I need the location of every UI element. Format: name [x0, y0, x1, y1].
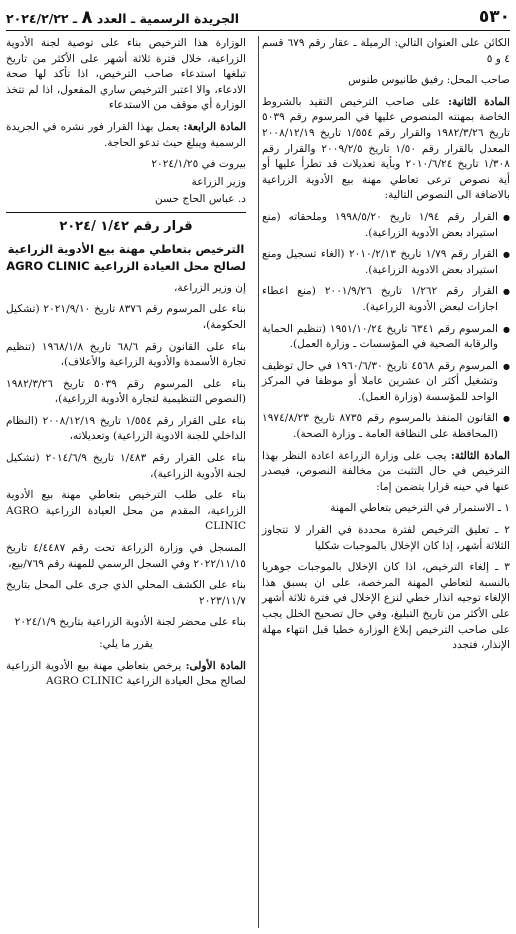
article-4-label: المادة الرابعة:	[183, 120, 247, 133]
decision-title-line-1: الترخيص بتعاطي مهنة بيع الأدوية الزراعية	[7, 241, 245, 256]
right-column	[262, 36, 510, 930]
signature-name: د. عباس الحاج حسن	[154, 193, 246, 206]
article-3-text: يجب على وزارة الزراعة اعادة النظر بهذا الترخيص في حال التثبت من مخالفة النصوص، فيصدر عنها في حينه قرارا يتضمن إما:	[262, 449, 510, 493]
article-4	[6, 120, 246, 151]
section-rule	[6, 212, 246, 213]
signature-place-date: بيروت في ٢٠٢٤/١/٢٥	[151, 158, 246, 171]
article-2-text: على صاحب الترخيص التقيد بالشروط الخاصة بمهنته المنصوص عليها في المرسوم رقم ٥٠٣٩ تاريخ ١٩٨٢/٣/٢٦ والقرار رقم ١/٥٥٤ تاريخ ٢٠٠٨/١٢/١٩ المعدل بالقرار رقم ١/٥٠ تاريخ ٢٠٠٩/٢/٥ والقرار رقم ١/٣٠٨ تاريخ ٢٠١٠/٦/٢٤ وبأية تعديلات قد تطرأ عليها أو أية نصوص ترعى تعاطي مهنة بيع الأدوية الزراعية بالاضافة الى النصوص التالية:	[262, 95, 510, 202]
journal-title	[6, 7, 239, 28]
column-divider	[258, 36, 259, 928]
article-1-text: يرخص بتعاطي مهنة بيع الأدوية الزراعية لصالح محل العيادة الزراعية AGRO CLINIC	[6, 659, 246, 688]
option-3: ٣ ـ إلغاء الترخيص، اذا كان الإخلال بالموجبات جوهريا بالنسبة لتعاطي المهنة المرخصة، على ان يسبق هذا الإلغاء توجيه انذار خطي لنزع الإخلال في فترة ثلاثة أشهر على الأكثر من تاريخ التبليغ، وفي حال تصحيح الخلل يجب على صاحب الترخيص إبلاغ الوزارة خطيا قبل انتهاء مهلة الإنذار، فتجدد	[262, 561, 510, 652]
recital: بناء على المرسوم رقم ٨٣٧٦ تاريخ ٢٠٢١/٩/١٠ (تشكيل الحكومة)،	[6, 303, 246, 331]
page-header	[6, 4, 510, 31]
journal-name: الجريدة الرسمية ـ العدد	[96, 10, 240, 26]
article-3	[262, 449, 510, 496]
bullet-item: ● المرسوم رقم ٦٣٤١ تاريخ ١٩٥١/١٠/٢٤ (تنظيم الحماية والرقابة الصحية في المؤسسات ـ وزارة العمل).	[262, 322, 510, 353]
article-2	[262, 95, 510, 204]
address-paragraph: الكائن على العنوان التالي: الرميلة ـ عقار رقم ٦٧٩ قسم ٤ و ٥	[262, 37, 510, 65]
decides-line: يقرر ما يلي:	[99, 638, 153, 650]
decision-title	[6, 241, 246, 275]
article-1-label: المادة الأولى:	[185, 659, 246, 672]
bullet-item: ● القرار رقم ١/٢٦٢ تاريخ ٢٠٠١/٩/٢٦ (منع اعطاء اجازات لبعض الأدوية الزراعية).	[262, 284, 510, 315]
recital: بناء على المرسوم رقم ٥٠٣٩ تاريخ ١٩٨٢/٣/٢٦ (النصوص التنظيمية لتجارة الأدوية الزراعية)،	[6, 377, 246, 406]
bullet-item: ● القرار رقم ١/٧٩ تاريخ ٢٠١٠/٢/١٣ (الغاء تسجيل ومنع استيراد بعض الادوية الزراعية).	[262, 247, 510, 278]
article-4-text: يعمل بهذا القرار فور نشره في الجريدة الرسمية ويبلغ حيث تدعو الحاجة.	[6, 120, 246, 149]
recital: بناء على القرار رقم ١/٥٥٤ تاريخ ٢٠٠٨/١٢/١٩ (النظام الداخلي للجنة الادوية الزراعية) وتعديلاته،	[6, 414, 246, 443]
page-number: ٥٣٠	[478, 7, 510, 27]
article-1	[6, 659, 246, 690]
bullet-item: ● القرار رقم ١/٩٤ تاريخ ١٩٩٨/٥/٢٠ وملحقاته (منع استيراد بعض الأدوية الزراعية).	[262, 210, 510, 241]
article-3-label: المادة الثالثة:	[450, 449, 511, 462]
recital: المسجل في وزارة الزراعة تحت رقم ٤/٤٤٨٧ تاريخ ٢٠٢٢/١١/١٥ وفي السجل الرسمي للمهنة رقم ٧٦٩/بيع،	[6, 542, 246, 570]
recital: بناء على الكشف المحلي الذي جرى على المحل بتاريخ ٢٠٢٣/١١/٧	[6, 579, 246, 607]
signature-role: وزير الزراعة	[191, 175, 246, 188]
recital: بناء على محضر لجنة الأدوية الزراعية بتاريخ ٢٠٢٤/١/٩	[14, 616, 246, 629]
option-1: ١ ـ الاستمرار في الترخيص بتعاطي المهنة	[330, 502, 510, 515]
left-column	[6, 36, 246, 930]
decision-number: قرار رقم ١/٤٢ /٢٠٢٤	[59, 219, 193, 235]
recital: بناء على القانون رقم ٦٨/٦ تاريخ ١٩٦٨/١/٨ (تنظيم تجارة الأسمدة والأدوية الزراعية والأعلاف)،	[6, 340, 246, 369]
decision-title-line-2: لصالح محل العيادة الزراعية AGRO CLINIC	[6, 258, 246, 273]
owner-paragraph: صاحب المحل: رفيق طانيوس طنوس	[348, 74, 510, 87]
continuation-paragraph: الوزارة هذا الترخيص بناء على توصية لجنة الأدوية الزراعية، خلال فترة ثلاثة أشهر على الأكثر من تاريخ تبلغها استدعاء صاحب الترخيص، اذا تأكد لها صحة الادعاء، والا اعتبر الترخيص ساري المفعول، اذا لم تتخذ الوزارة أي موقف من الاستدعاء	[6, 37, 246, 112]
bullet-item: ● القانون المنفذ بالمرسوم رقم ٨٧٣٥ تاريخ ١٩٧٤/٨/٢٣ (المحافظة على النظافة العامة ـ وزارة الصحة).	[262, 411, 510, 442]
recital: بناء على طلب الترخيص بتعاطي مهنة بيع الأدوية الزراعية، المقدم من محل العيادة الزراعية AGRO CLINIC	[6, 489, 246, 533]
issue-date: ـ ٢٠٢٤/٢/٢٢	[6, 10, 78, 26]
bullet-item: ● المرسوم رقم ٤٥٦٨ تاريخ ١٩٦٠/٦/٣٠ في حال توظيف وتشغيل أكثر ان عشرين عاملا أو موظفا في المركز الواحد للمؤسسة (وزارة العمل).	[262, 359, 510, 406]
article-2-label: المادة الثانية:	[448, 95, 510, 108]
recital: بناء على القرار رقم ١/٤٨٣ تاريخ ٢٠١٤/٦/٩ (تشكيل لجنة الأدوية الزراعية)،	[6, 452, 246, 480]
option-2: ٢ ـ تعليق الترخيص لفترة محددة في القرار لا تتجاوز الثلاثة أشهر، إذا كان الإخلال بالموجبات شكليا	[262, 524, 510, 552]
minister-line: إن وزير الزراعة،	[174, 281, 246, 294]
issue-number: ٨	[81, 6, 93, 28]
